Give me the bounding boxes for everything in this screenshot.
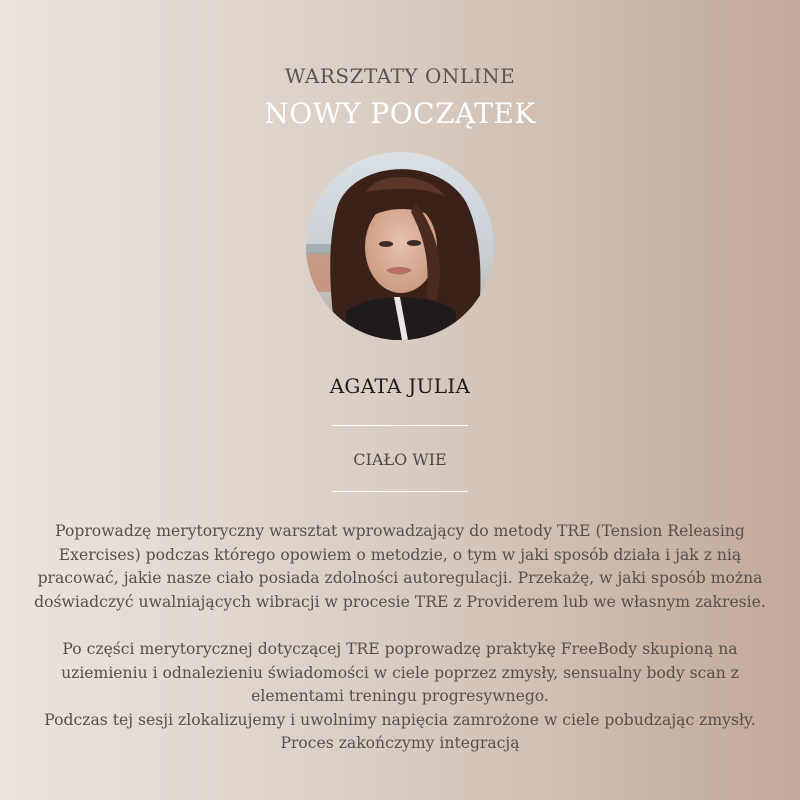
divider-bottom: [332, 491, 468, 492]
event-kicker: WARSZTATY ONLINE: [284, 64, 516, 88]
description-paragraph-3: Podczas tej sesji zlokalizujemy i uwolnimy napięcia zamrożone w ciele pobudzając zmysły. Proces zakończymy integracją: [44, 710, 756, 753]
speaker-avatar: [306, 152, 494, 340]
event-title: NOWY POCZĄTEK: [264, 97, 536, 130]
paragraph-spacer: [24, 614, 776, 638]
divider-top: [332, 425, 468, 426]
event-description: [24, 520, 776, 756]
speaker-organization: CIAŁO WIE: [353, 450, 447, 469]
speaker-photo: [306, 152, 494, 340]
speaker-name: AGATA JULIA: [329, 374, 471, 398]
description-paragraph-2: Po części merytorycznej dotyczącej TRE poprowadzę praktykę FreeBody skupioną na uziemieniu i odnalezieniu świadomości w ciele poprzez zmysły, sensualny body scan z elementami treningu progresywnego.: [61, 639, 739, 706]
description-paragraph-1: Poprowadzę merytoryczny warsztat wprowadzający do metody TRE (Tension Releasing Exercises) podczas którego opowiem o metodzie, o tym w jaki sposób działa i jak z nią pracować, jakie nasze ciało posiada zdolności autoregulacji. Przekażę, w jaki sposób można doświadczyć uwalniających wibracji w procesie TRE z Providerem lub we własnym zakresie.: [34, 522, 766, 611]
